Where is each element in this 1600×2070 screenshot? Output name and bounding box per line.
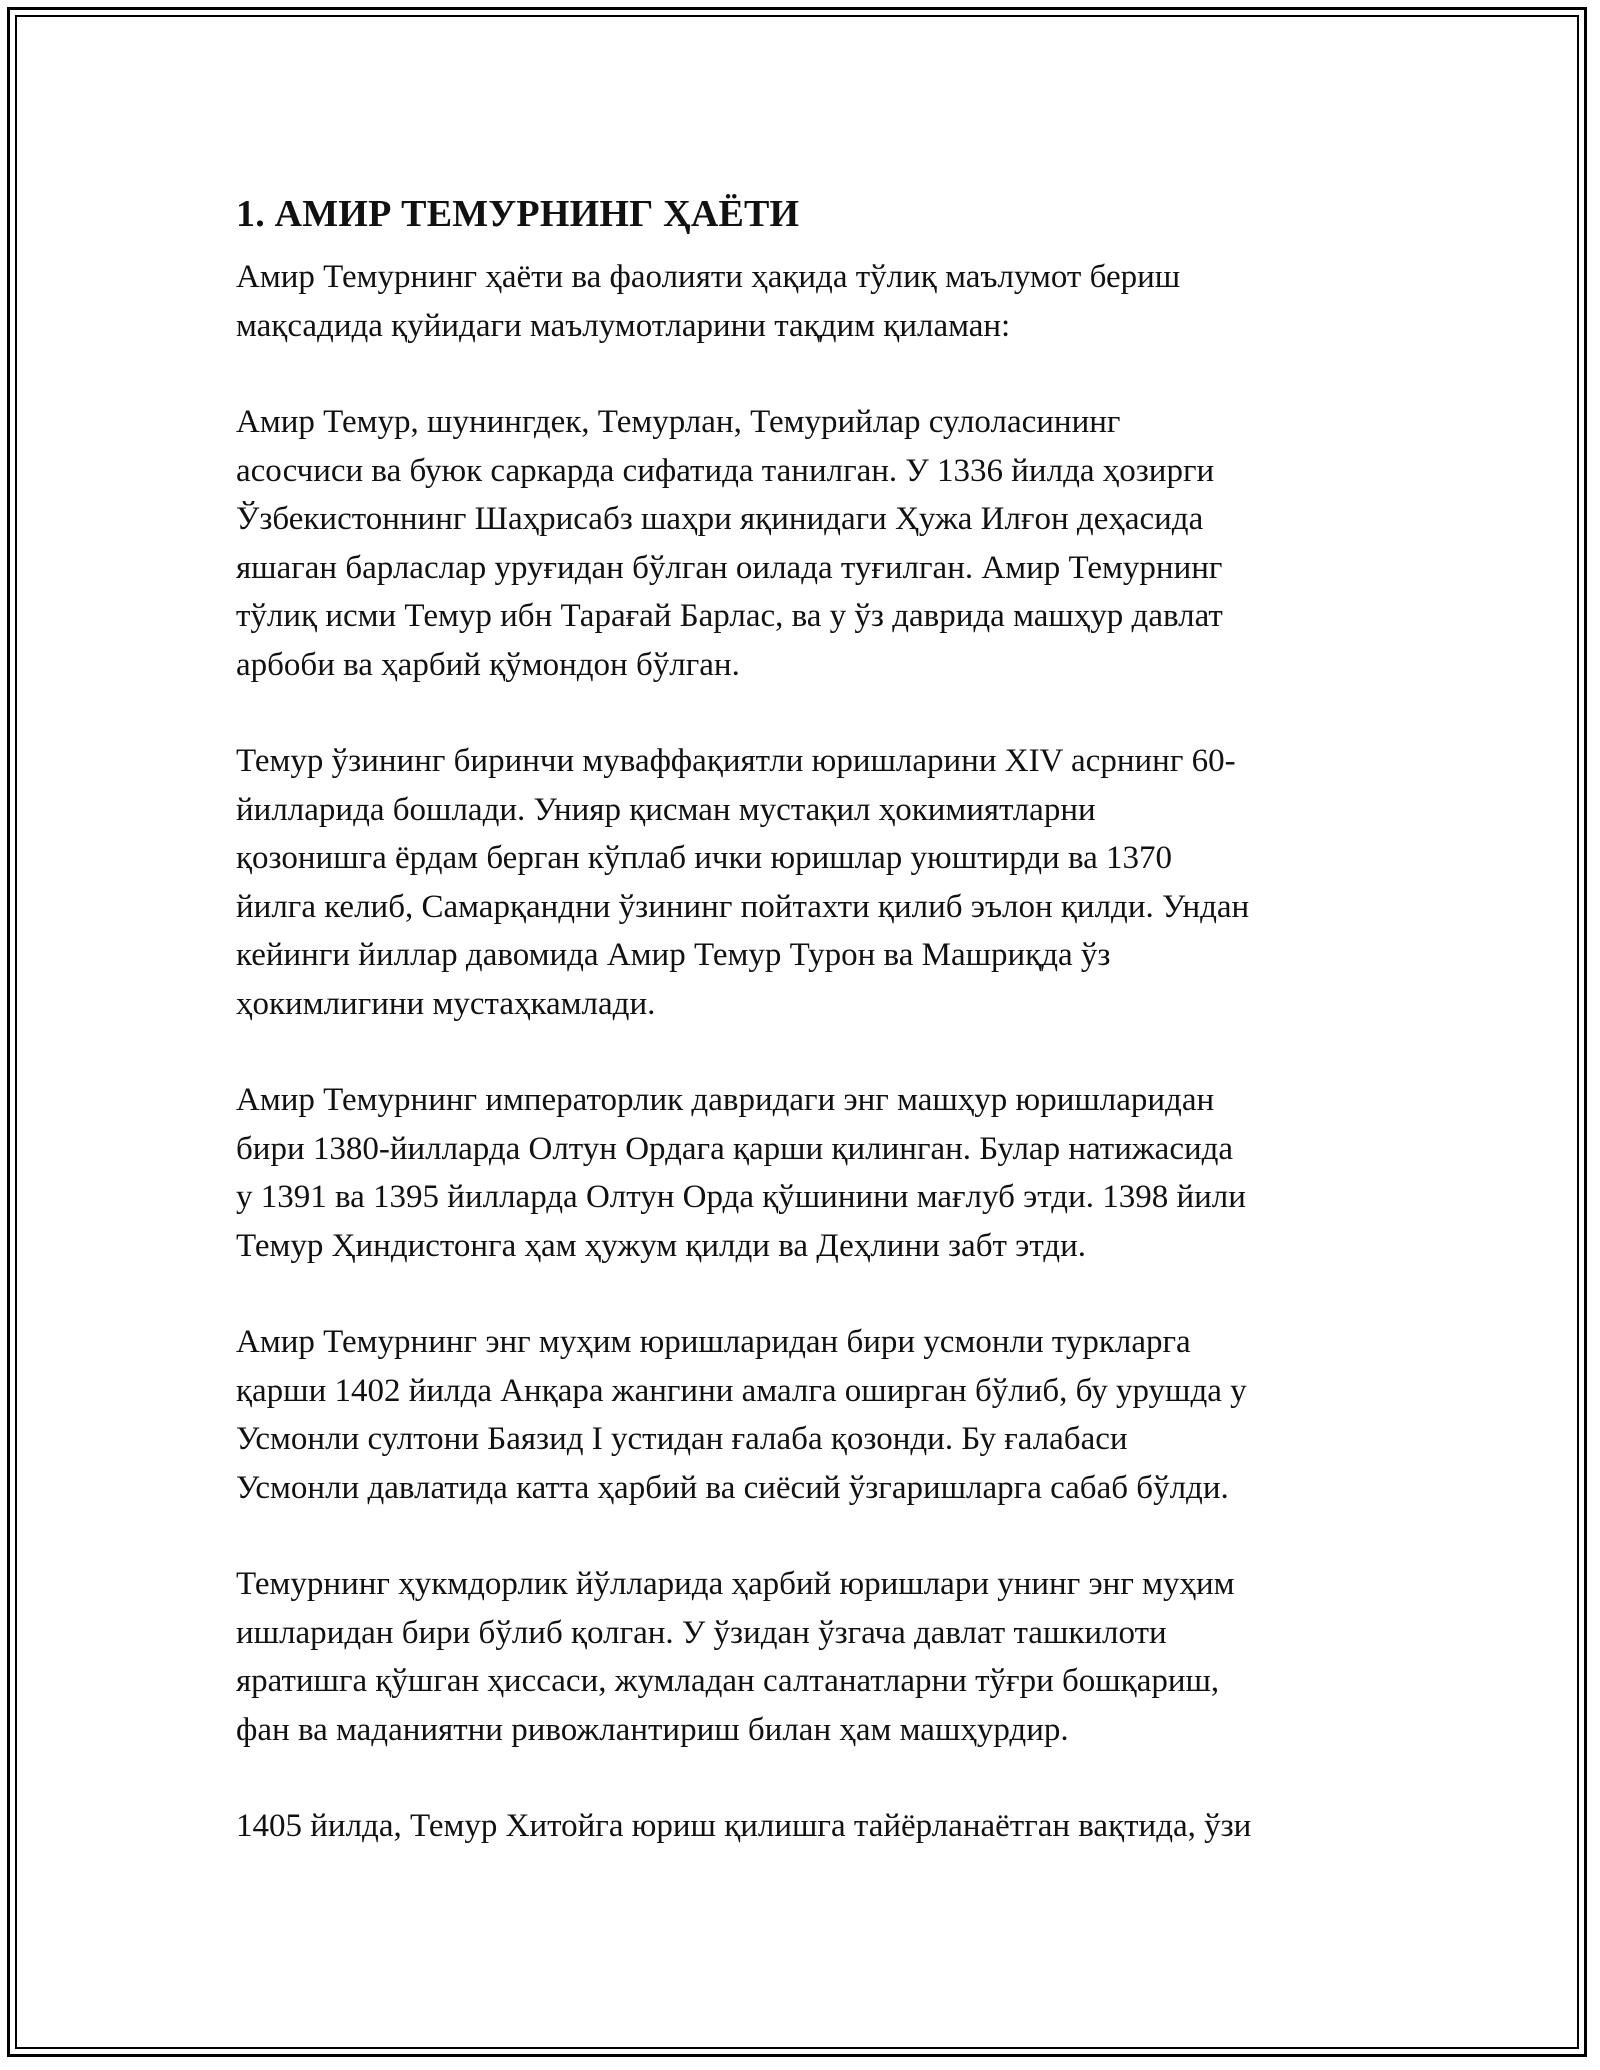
section-heading: 1. АМИР ТЕМУРНИНГ ҲАЁТИ xyxy=(236,193,800,235)
paragraph-intro: Амир Темурнинг ҳаёти ва фаолияти ҳақида тўлиқ маълумот бериш мақсадида қуйидаги маълумотларини тақдим қиламан: xyxy=(236,259,1181,344)
paragraph-legacy: Темурнинг ҳукмдорлик йўлларида ҳарбий юришлари унинг энг муҳим ишларидан бири бўлиб қолган. У ўзидан ўзгача давлат ташкилоти яратишга қўшган ҳиссаси, жумладан салтанатларни тўғри бошқариш, фан ва маданиятни ривожлантириш билан ҳам машҳурдир. xyxy=(236,1566,1235,1748)
paragraph-early-campaigns: Темур ўзининг биринчи муваффақиятли юришларини XIV асрнинг 60- йилларида бошлади. Унияр қисман мустақил ҳокимиятларни қозонишга ёрдам берган кўплаб ички юришлар уюштирди ва 1370 йилга келиб, Самарқандни ўзининг пойтахти қилиб эълон қилди. Ундан кейинги йиллар давомида Амир Темур Турон ва Машриқда ўз ҳокимлигини мустаҳкамлади. xyxy=(236,743,1250,1022)
document-body xyxy=(236,183,1376,1899)
paragraph-final: 1405 йилда, Темур Хитойга юриш қилишга тайёрланаётган вақтида, ўзи xyxy=(236,1808,1252,1844)
paragraph-ankara: Амир Темурнинг энг муҳим юришларидан бири усмонли туркларга қарши 1402 йилда Анқара жангини амалга оширган бўлиб, бу урушда у Усмонли султони Баязид I устидан ғалаба қозонди. Бу ғалабаси Усмонли давлатида катта ҳарбий ва сиёсий ўзгаришларга сабаб бўлди. xyxy=(236,1324,1247,1506)
paragraph-origin: Амир Темур, шунингдек, Темурлан, Темурийлар сулоласининг асосчиси ва буюк саркарда сифатида танилган. У 1336 йилда ҳозирги Ўзбекистоннинг Шаҳрисабз шаҳри яқинидаги Ҳужа Илғон деҳасида яшаган барласлар уруғидан бўлган оилада туғилган. Амир Темурнинг тўлиқ исми Темур ибн Тарағай Барлас, ва у ўз даврида машҳур давлат арбоби ва ҳарбий қўмондон бўлган. xyxy=(236,404,1223,683)
paragraph-golden-horde: Амир Темурнинг императорлик давридаги энг машҳур юришларидан бири 1380-йилларда Олтун Ордага қарши қилинган. Булар натижасида у 1391 ва 1395 йилларда Олтун Орда қўшинини мағлуб этди. 1398 йили Темур Ҳиндистонга ҳам ҳужум қилди ва Деҳлини забт этди. xyxy=(236,1082,1246,1264)
